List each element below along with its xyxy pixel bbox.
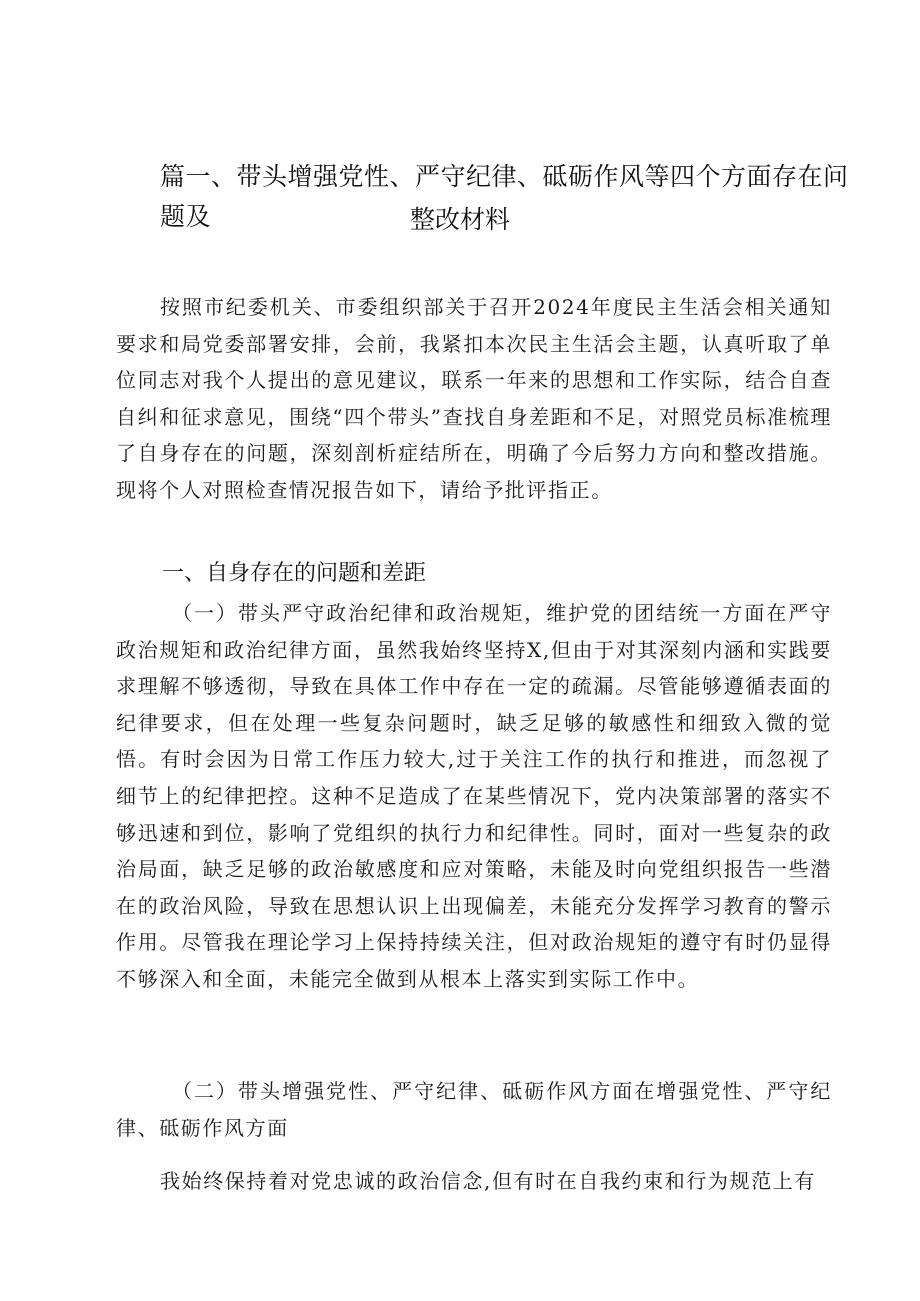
subsection-paragraph-1: （一）带头严守政治纪律和政治规矩，维护党的团结统一方面在严守政治规矩和政治纪律方面，虽然我始终坚持X,但由于对其深刻内涵和实践要求理解不够透彻，导致在具体工作中存在一定的疏漏。尽管能够遵循表面的纪律要求，但在处理一些复杂问题时，缺乏足够的敏感性和细致入微的觉悟。有时会因为日常工作压力较大,过于关注工作的执行和推进，而忽视了细节上的纪律把控。这种不足造成了在某些情况下，党内决策部署的落实不够迅速和到位，影响了党组织的执行力和纪律性。同时，面对一些复杂的政治局面，缺乏足够的政治敏感度和应对策略，未能及时向党组织报告一些潜在的政治风险，导致在思想认识上出现偏差，未能充分发挥学习教育的警示作用。尽管我在理论学习上保持持续关注，但对政治规矩的遵守有时仍显得不够深入和全面，未能完全做到从根本上落实到实际工作中。 — [116, 601, 832, 991]
body-paragraph-last: 我始终保持着对党忠诚的政治信念,但有时在自我约束和行为规范上有 — [160, 1169, 816, 1193]
subsection-paragraph-2: （二）带头增强党性、严守纪律、砥砺作风方面在增强党性、严守纪律、砥砺作风方面 — [116, 1079, 832, 1140]
document-title-line-1: 篇一、带头增强党性、严守纪律、砥砺作风等四个方面存在问题及 — [160, 162, 849, 231]
intro-paragraph: 按照市纪委机关、市委组织部关于召开2024年度民主生活会相关通知要求和局党委部署安排，会前，我紧扣本次民主生活会主题，认真听取了单位同志对我个人提出的意见建议，联系一年来的思想和工作实际，结合自查自纠和征求意见，围绕“四个带头”查找自身差距和不足，对照党员标准梳理了自身存在的问题，深刻剖析症结所在，明确了今后努力方向和整改措施。现将个人对照检查情况报告如下，请给予批评指正。 — [116, 295, 832, 502]
document-title-line-2: 整改材料 — [409, 205, 510, 234]
section-heading-problems: 一、自身存在的问题和差距 — [162, 561, 427, 586]
